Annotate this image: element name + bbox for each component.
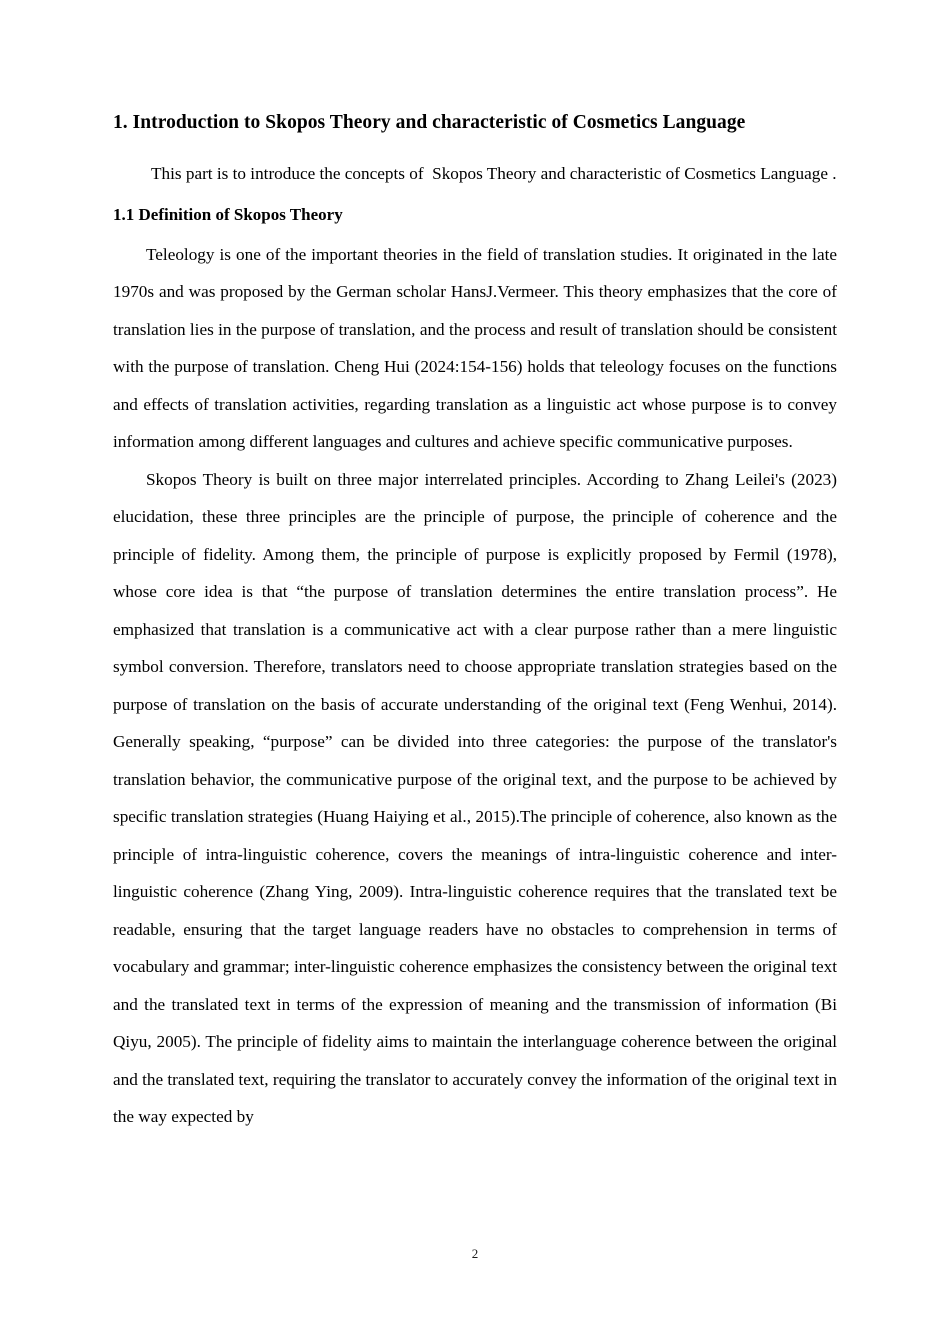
page-content-column	[113, 0, 842, 1261]
body-paragraph-2: Skopos Theory is built on three major interrelated principles. According to Zhang Leilei's (2023) elucidation, these three principles are the principle of purpose, the principle of coherence and the principle of fidelity. Among them, the principle of purpose is explicitly proposed by Fermil (1978), whose core idea is that “the purpose of translation determines the entire translation process”. He emphasized that translation is a communicative act with a clear purpose rather than a mere linguistic symbol conversion. Therefore, translators need to choose appropriate translation strategies based on the purpose of translation on the basis of accurate understanding of the original text (Feng Wenhui, 2014). Generally speaking, “purpose” can be divided into three categories: the purpose of the translator's translation behavior, the communicative purpose of the original text, and the purpose to be achieved by specific translation strategies (Huang Haiying et al., 2015).The principle of coherence, also known as the principle of intra-linguistic coherence, covers the meanings of intra-linguistic coherence and inter-linguistic coherence (Zhang Ying, 2009). Intra-linguistic coherence requires that the translated text be readable, ensuring that the target language readers have no obstacles to comprehension in terms of vocabulary and grammar; inter-linguistic coherence emphasizes the consistency between the original text and the translated text in terms of the expression of meaning and the transmission of information (Bi Qiyu, 2005). The principle of fidelity aims to maintain the interlanguage coherence between the original and the translated text, requiring the translator to accurately convey the information of the original text in the way expected by	[113, 469, 842, 1126]
intro-paragraph: This part is to introduce the concepts of Skopos Theory and characteristic of Cosmetics Language .	[151, 163, 837, 183]
section-heading: 1. Introduction to Skopos Theory and characteristic of Cosmetics Language	[113, 112, 746, 133]
page-number: 2	[471, 1246, 479, 1261]
subsection-heading: 1.1 Definition of Skopos Theory	[113, 205, 343, 224]
body-paragraph-1: Teleology is one of the important theories in the field of translation studies. It originated in the late 1970s and was proposed by the German scholar HansJ.Vermeer. This theory emphasizes that the core of translation lies in the purpose of translation, and the process and result of translation should be consistent with the purpose of translation. Cheng Hui (2024:154-156) holds that teleology focuses on the functions and effects of translation activities, regarding translation as a linguistic act whose purpose is to convey information among different languages and cultures and achieve specific communicative purposes.	[113, 244, 842, 451]
